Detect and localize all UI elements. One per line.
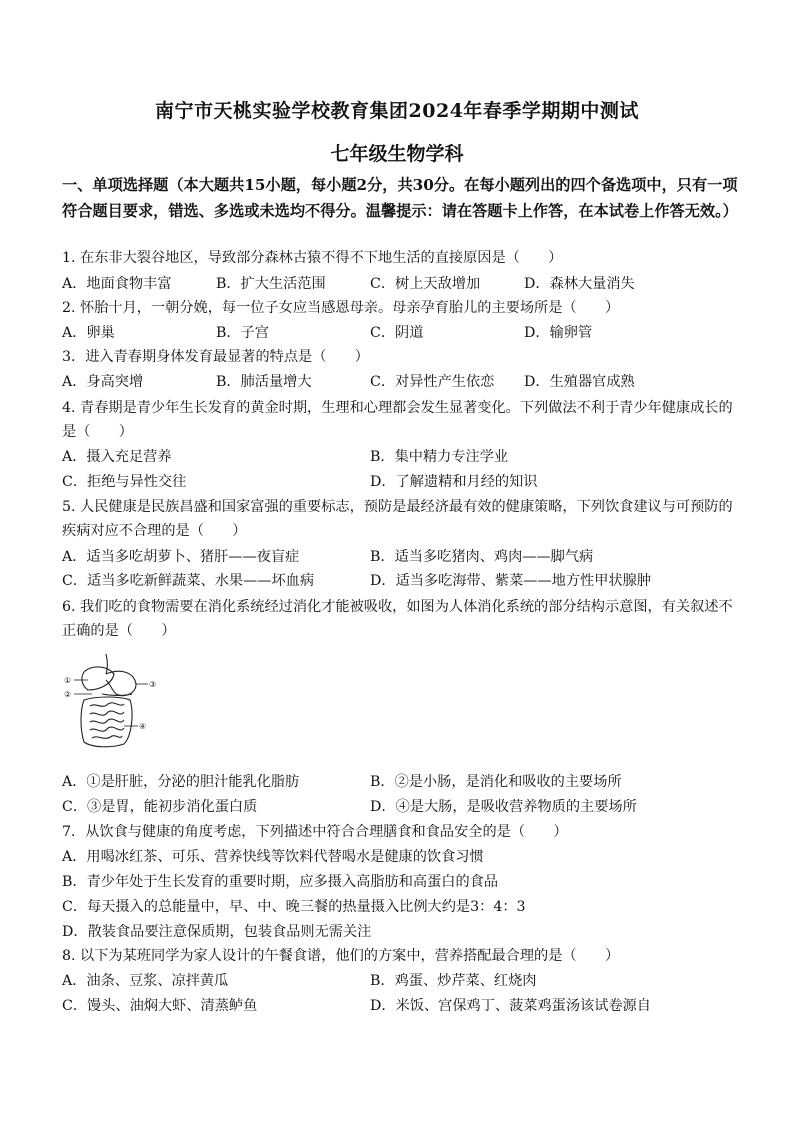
q1-option-c: C．树上天敌增加 [370,276,481,292]
q7-option-a: A．用喝冰红茶、可乐、营养快线等饮料代替喝水是健康的饮食习惯 [62,849,484,865]
q4-option-b: B．集中精力专注学业 [370,449,509,465]
q4-option-d: D．了解遗精和月经的知识 [370,474,538,490]
q1-option-a: A．地面食物丰富 [62,276,172,292]
q3-option-d: D．生殖器官成熟 [524,374,635,390]
q8-option-b: B．鸡蛋、炒芹菜、红烧肉 [370,973,537,989]
q2-option-c: C．阴道 [370,325,424,341]
liver-shape [82,667,114,690]
q1-option-b: B．扩大生活范围 [216,276,326,292]
q3-option-a: A．身高突增 [62,374,144,390]
q7-option-d: D．散装食品要注意保质期，包装食品则无需关注 [62,924,372,940]
exam-title: 南宁市天桃实验学校教育集团2024年春季学期期中测试 [155,100,639,122]
q5-option-d: D．适当多吃海带、紫菜——地方性甲状腺肿 [370,573,651,589]
q6-option-d: D．④是大肠，是吸收营养物质的主要场所 [370,799,637,815]
q6-option-a: A．①是肝脏，分泌的胆汁能乳化脂肪 [62,774,300,790]
q5-option-a: A．适当多吃胡萝卜、猪肝——夜盲症 [62,549,300,565]
esophagus-shape [106,654,108,674]
q6-option-b: B．②是小肠，是消化和吸收的主要场所 [370,774,622,790]
q8-option-d: D．米饭、宫保鸡丁、菠菜鸡蛋汤该试卷源自 [370,998,651,1014]
q3-option-b: B．肺活量增大 [216,374,312,390]
q4-option-c: C．拒绝与异性交往 [62,474,187,490]
question-1-stem: 1. 在东非大裂谷地区，导致部分森林古猿不得不下地生活的直接原因是（ ） [62,250,563,266]
q3-option-c: C．对异性产生依恋 [370,374,495,390]
question-2-stem: 2. 怀胎十月，一朝分娩，每一位子女应当感恩母亲。母亲孕育胎儿的主要场所是（ ） [62,300,620,316]
figure-label-3: ③ [149,680,157,689]
digestive-system-figure [62,650,162,754]
q7-option-c: C．每天摄入的总能量中，早、中、晚三餐的热量摄入比例大约是3：4：3 [62,899,526,915]
q2-option-a: A．卵巢 [62,325,115,341]
question-6-stem: 6. 我们吃的食物需要在消化系统经过消化才能被吸收，如图为人体消化系统的部分结构示意图，有关叙述不正确的是（ ） [62,599,733,639]
q8-option-c: C．馒头、油焖大虾、清蒸鲈鱼 [62,998,258,1014]
stomach-shape [106,671,136,695]
q2-option-d: D．输卵管 [524,325,593,341]
question-8-stem: 8. 以下为某班同学为家人设计的午餐食谱，他们的方案中，营养搭配最合理的是（ ） [62,948,620,964]
figure-label-1: ① [64,676,72,685]
q7-option-b: B．青少年处于生长发育的重要时期，应多摄入高脂肪和高蛋白的食品 [62,874,499,890]
question-4-stem: 4. 青春期是青少年生长发育的黄金时期，生理和心理都会发生显著变化。下列做法不利于青少年健康成长的是（ ） [62,400,733,440]
q1-option-d: D．森林大量消失 [524,276,635,292]
question-3-stem: 3．进入青春期身体发育最显著的特点是（ ） [62,349,369,365]
q8-option-a: A．油条、豆浆、凉拌黄瓜 [62,973,229,989]
q2-option-b: B．子宫 [216,325,269,341]
figure-label-4: ④ [139,722,147,731]
question-5-stem: 5. 人民健康是民族昌盛和国家富强的重要标志，预防是最经济最有效的健康策略，下列饮食建议与可预防的疾病对应不合理的是（ ） [62,499,733,539]
figure-label-2: ② [64,690,72,699]
q5-option-b: B．适当多吃猪肉、鸡肉——脚气病 [370,549,594,565]
small-intestine-shape [90,703,124,738]
exam-subtitle: 七年级生物学科 [330,143,464,165]
q4-option-a: A．摄入充足营养 [62,449,172,465]
section-heading: 一、单项选择题（本大题共15小题，每小题2分，共30分。在每小题列出的四个备选项中，只有一项符合题目要求，错选、多选或未选均不得分。温馨提示：请在答题卡上作答，在本试卷上作答无效。） [62,176,738,220]
digestive-system-diagram [62,650,162,754]
q5-option-c: C．适当多吃新鲜蔬菜、水果——坏血病 [62,573,315,589]
q6-option-c: C．③是胃，能初步消化蛋白质 [62,799,258,815]
question-7-stem: 7．从饮食与健康的角度考虑，下列描述中符合合理膳食和食品安全的是（ ） [62,824,568,840]
